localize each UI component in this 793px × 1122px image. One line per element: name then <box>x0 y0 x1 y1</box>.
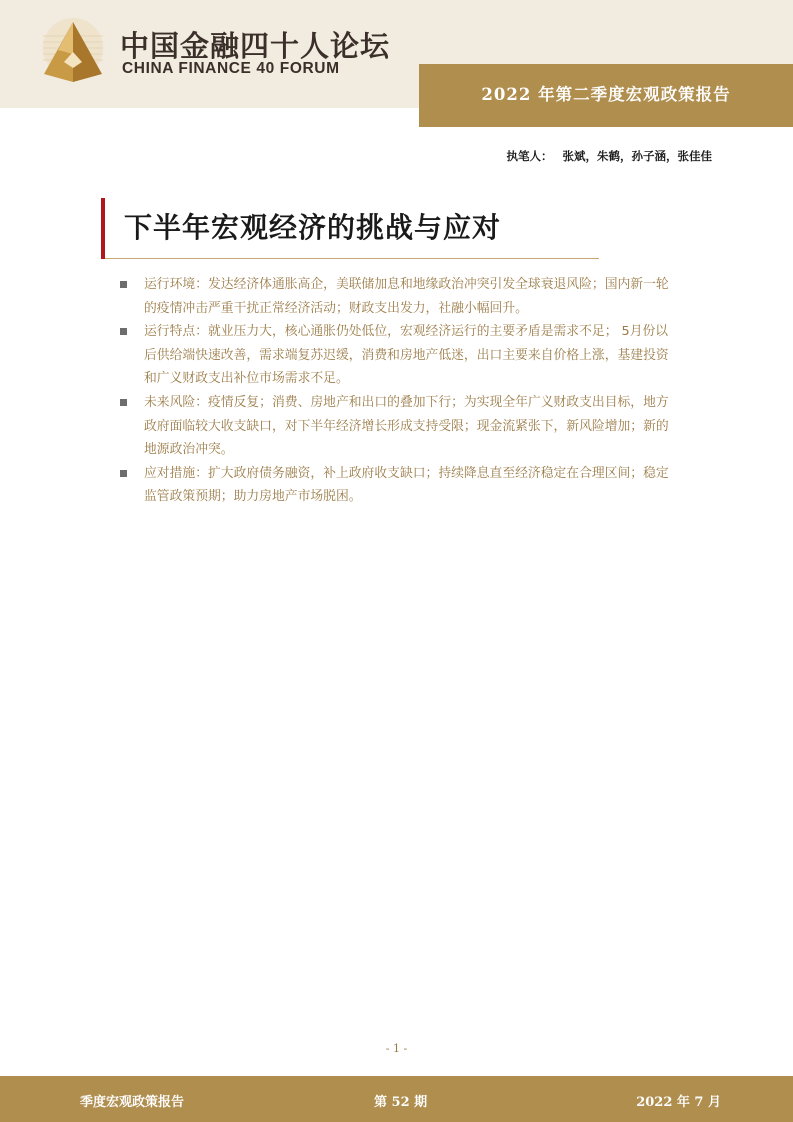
pyramid-logo-icon <box>40 16 106 86</box>
footer-issue-number: 第 52 期 <box>374 1095 428 1110</box>
authors-names: 张斌，朱鹤，孙子涵，张佳佳 <box>562 149 712 163</box>
bullet-text: 应对措施：扩大政府债务融资，补上政府收支缺口；持续降息直至经济稳定在合理区间；稳定监管政策预期；助力房地产市场脱困。 <box>144 465 669 505</box>
logo-english-name: CHINA FINANCE 40 FORUM <box>122 60 340 77</box>
square-bullet-icon <box>120 328 127 335</box>
bullet-item <box>118 320 678 391</box>
bullet-item <box>118 391 678 462</box>
bullet-item <box>118 462 678 509</box>
square-bullet-icon <box>120 399 127 406</box>
authors-label: 执笔人： <box>506 149 553 163</box>
bullet-text: 未来风险：疫情反复；消费、房地产和出口的叠加下行；为实现全年广义财政支出目标，地方政府面临较大收支缺口，对下半年经济增长形成支持受限；现金流紧张下，新风险增加；新的地源政治冲突。 <box>144 394 669 458</box>
bullet-text: 运行环境：发达经济体通胀高企，美联储加息和地缘政治冲突引发全球衰退风险；国内新一轮的疫情冲击严重干扰正常经济活动；财政支出发力，社融小幅回升。 <box>144 277 669 316</box>
title-underline <box>105 258 599 259</box>
logo-chinese-name: 中国金融四十人论坛 <box>120 29 391 63</box>
summary-bullet-list <box>118 273 678 509</box>
document-title: 下半年宏观经济的挑战与应对 <box>124 211 502 244</box>
square-bullet-icon <box>120 470 127 477</box>
bullet-text: 运行特点：就业压力大，核心通胀仍处低位，宏观经济运行的主要矛盾是需求不足； 5月份以后供给端快速改善，需求端复苏迟缓，消费和房地产低迷，出口主要来自价格上涨，基建投资和广义财政支出补位市场需求不足。 <box>144 324 669 387</box>
footer-band <box>0 1076 793 1122</box>
report-title-box <box>419 64 793 127</box>
footer-date: 2022 年 7 月 <box>636 1095 721 1110</box>
authors-line <box>507 148 713 164</box>
square-bullet-icon <box>120 281 127 288</box>
bullet-item <box>118 273 678 320</box>
title-accent-bar <box>101 198 105 259</box>
report-title: 2022 年第二季度宏观政策报告 <box>481 85 731 104</box>
page-number: - 1 - <box>385 1042 408 1055</box>
footer-report-name: 季度宏观政策报告 <box>80 1095 185 1110</box>
